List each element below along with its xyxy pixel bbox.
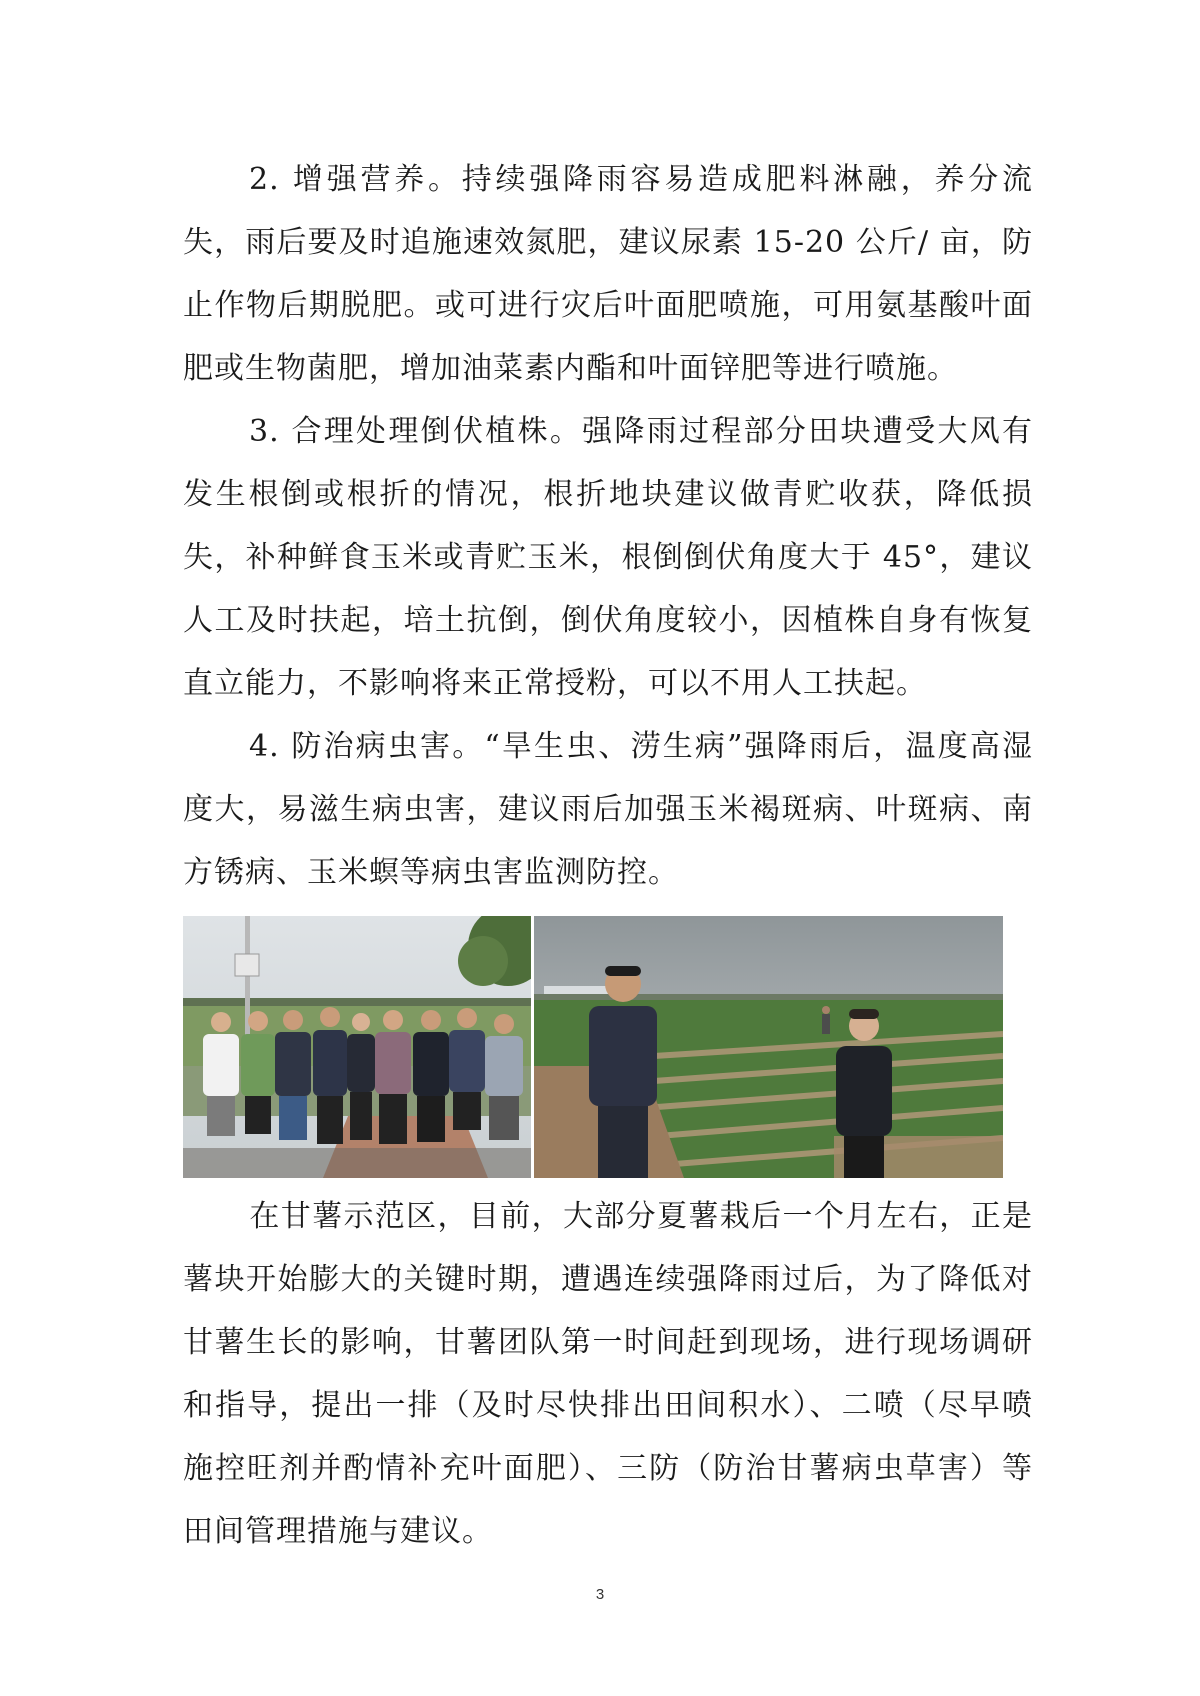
paragraph-sweet-potato bbox=[183, 1185, 1033, 1563]
page-number: 3 bbox=[595, 1586, 605, 1603]
paragraph-text: 3. 合理处理倒伏植株。强降雨过程部分田块遭受大风有发生根倒或根折的情况，根折地块建议做青贮收获，降低损失，补种鲜食玉米或青贮玉米，根倒倒伏角度大于 45°，建议人工及时扶起，培土抗倒，倒伏角度较小，因植株自身有恢复直立能力，不影响将来正常授粉，可以不用人工扶起。 bbox=[183, 414, 1033, 701]
paragraph-text: 4. 防治病虫害。“旱生虫、涝生病”强降雨后，温度高湿度大，易滋生病虫害，建议雨后加强玉米褐斑病、叶斑病、南方锈病、玉米螟等病虫害监测防控。 bbox=[183, 729, 1033, 890]
paragraph-text: 在甘薯示范区，目前，大部分夏薯栽后一个月左右，正是薯块开始膨大的关键时期，遭遇连续强降雨过后，为了降低对甘薯生长的影响，甘薯团队第一时间赶到现场，进行现场调研和指导，提出一排（及时尽快排出田间积水）、二喷（尽早喷施控旺剂并酌情补充叶面肥）、三防（防治甘薯病虫草害）等田间管理措施与建议。 bbox=[183, 1199, 1033, 1549]
paragraph-nutrition bbox=[183, 148, 1033, 400]
sweet-potato-field-icon bbox=[534, 916, 1003, 1178]
group-photo-field-icon bbox=[183, 916, 531, 1178]
paragraph-lodging bbox=[183, 400, 1033, 715]
photo-strip bbox=[183, 916, 1003, 1178]
paragraph-text: 2. 增强营养。持续强降雨容易造成肥料淋融，养分流失，雨后要及时追施速效氮肥，建议尿素 15-20 公斤/ 亩，防止作物后期脱肥。或可进行灾后叶面肥喷施，可用氨基酸叶面肥或生物菌肥，增加油菜素内酯和叶面锌肥等进行喷施。 bbox=[183, 162, 1033, 386]
paragraph-pest-control bbox=[183, 715, 1033, 904]
